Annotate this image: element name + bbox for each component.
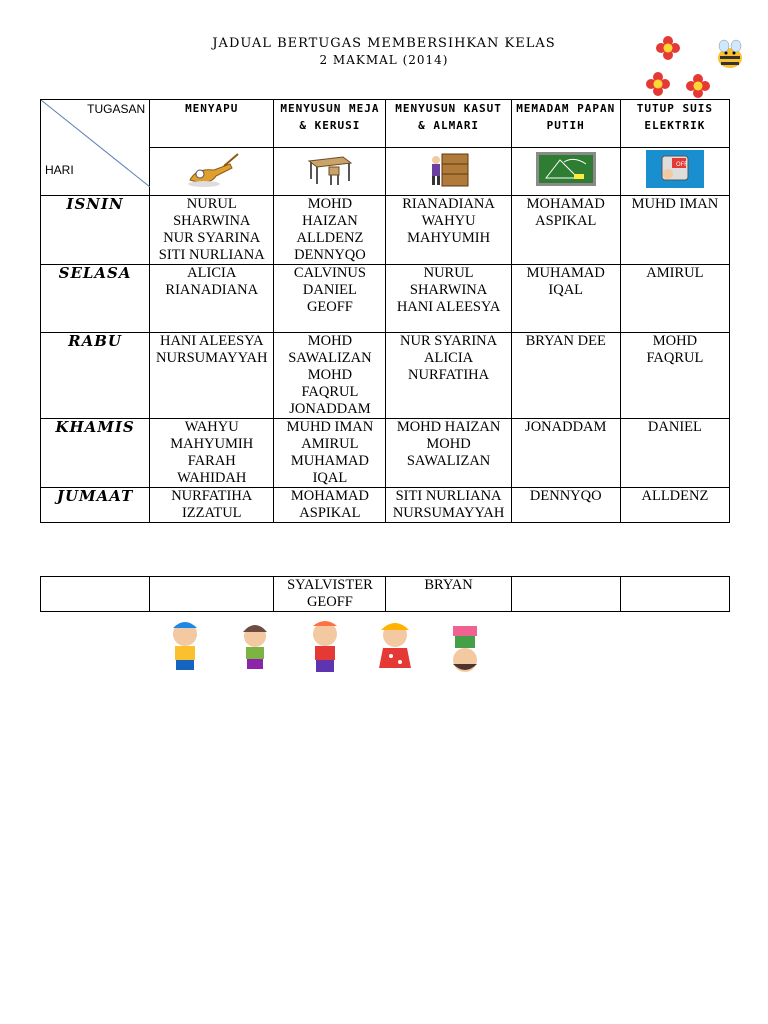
cell-tutup-suis	[620, 419, 729, 488]
cell-tutup-suis	[620, 488, 729, 523]
duty-roster-table	[40, 99, 730, 523]
student-name: RIANADIANA	[165, 282, 259, 298]
desk-chair-icon	[305, 151, 355, 187]
cell-tutup-suis	[620, 196, 729, 265]
student-name: MOHAMAD	[290, 488, 369, 504]
cell-tutup-suis	[620, 333, 729, 419]
student-name: ALLDENZ	[296, 230, 364, 246]
switch-off-icon-cell	[620, 148, 729, 196]
cell-memadam-papan	[511, 196, 620, 265]
student-name: NURSUMAYYAH	[156, 350, 268, 366]
broom-icon	[184, 150, 240, 188]
children-clipart-icon	[155, 620, 500, 680]
student-name: ALLDENZ	[641, 488, 709, 504]
header-tutup-suis: TUTUP SUIS ELEKTRIK	[620, 100, 729, 148]
title-line-1: JADUAL BERTUGAS MEMBERSIHKAN KELAS	[212, 36, 556, 51]
student-name: FAQRUL	[301, 384, 359, 400]
student-name: HANI ALEESYA	[396, 299, 501, 315]
table-row	[41, 488, 730, 523]
student-name: NURUL	[186, 196, 237, 212]
student-name: MOHD HAIZAN	[396, 419, 501, 435]
student-name: FAQRUL	[646, 350, 704, 366]
student-name: BRYAN	[424, 577, 473, 593]
svg-text:OFF: OFF	[675, 161, 688, 168]
cell-tutup-suis	[620, 265, 729, 333]
student-name: MOHD	[307, 333, 353, 349]
extra-row-table	[40, 576, 730, 612]
student-name: MOHD	[426, 436, 471, 452]
extra-cell	[620, 577, 729, 612]
student-name: MOHD	[307, 367, 353, 383]
whiteboard-icon	[534, 150, 598, 188]
student-name: DANIEL	[302, 282, 357, 298]
header-menyusun-kasut: MENYUSUN KASUT & ALMARI	[386, 100, 511, 148]
student-name: NURFATIHA	[408, 367, 490, 383]
student-name: MUHAMAD	[290, 453, 369, 469]
student-name: SITI NURLIANA	[395, 488, 502, 504]
title-line-2: 2 MAKMAL (2014)	[319, 53, 449, 67]
student-name: WAHYU	[421, 213, 476, 229]
desk-chair-icon-cell	[274, 148, 386, 196]
student-name: WAHYU	[184, 419, 239, 435]
student-name: WAHIDAH	[177, 470, 247, 486]
student-name: ALICIA	[424, 350, 474, 366]
cell-menyusun-meja	[274, 419, 386, 488]
student-name: NUR SYARINA	[163, 230, 261, 246]
student-name: MAHYUMIH	[407, 230, 491, 246]
extra-cell	[41, 577, 150, 612]
student-name: SHARWINA	[173, 213, 251, 229]
extra-cell	[511, 577, 620, 612]
cell-menyusun-meja	[274, 265, 386, 333]
student-name: ASPIKAL	[535, 213, 597, 229]
student-name: JONADDAM	[289, 401, 371, 417]
cell-memadam-papan	[511, 333, 620, 419]
student-name: SITI NURLIANA	[158, 247, 265, 263]
cell-menyapu	[150, 333, 274, 419]
shoe-cabinet-icon	[428, 150, 470, 188]
cell-menyusun-kasut	[386, 333, 511, 419]
student-name: IQAL	[312, 470, 348, 486]
cell-menyapu	[150, 265, 274, 333]
extra-cell	[274, 577, 386, 612]
day-label: SELASA	[41, 265, 150, 333]
student-name: SHARWINA	[409, 282, 488, 298]
table-row	[41, 419, 730, 488]
cell-menyapu	[150, 488, 274, 523]
extra-cell	[150, 577, 274, 612]
cell-menyapu	[150, 196, 274, 265]
student-name: MOHAMAD	[526, 196, 605, 212]
cell-menyusun-kasut	[386, 488, 511, 523]
student-name: DENNYQO	[294, 247, 366, 263]
student-name: DANIEL	[647, 419, 702, 435]
cell-memadam-papan	[511, 488, 620, 523]
day-label: ISNIN	[41, 196, 150, 265]
student-name: GEOFF	[306, 299, 353, 315]
cell-menyusun-kasut	[386, 196, 511, 265]
corner-cell	[41, 100, 150, 196]
cell-menyusun-kasut	[386, 419, 511, 488]
student-name: JONADDAM	[525, 419, 607, 435]
student-name: MUHAMAD	[526, 265, 605, 281]
header-memadam-papan: MEMADAM PAPAN PUTIH	[511, 100, 620, 148]
header-menyusun-meja: MENYUSUN MEJA & KERUSI	[274, 100, 386, 148]
table-row	[41, 265, 730, 333]
cell-menyusun-meja	[274, 196, 386, 265]
student-name: MUHD IMAN	[286, 419, 374, 435]
student-name: NURUL	[423, 265, 474, 281]
day-label: KHAMIS	[41, 419, 150, 488]
day-label: JUMAAT	[41, 488, 150, 523]
student-name: NURSUMAYYAH	[392, 505, 505, 521]
cell-memadam-papan	[511, 419, 620, 488]
day-label: RABU	[41, 333, 150, 419]
student-name: CALVINUS	[293, 265, 366, 281]
corner-tugasan-label: TUGASAN	[87, 102, 146, 116]
header-menyapu: MENYAPU	[150, 100, 274, 148]
flowers-bee-icon	[640, 34, 750, 104]
student-name: GEOFF	[306, 594, 353, 610]
switch-off-icon	[646, 150, 704, 188]
student-name: NUR SYARINA	[400, 333, 498, 349]
extra-row	[41, 577, 730, 612]
cell-menyusun-kasut	[386, 265, 511, 333]
student-name: HANI ALEESYA	[159, 333, 264, 349]
cell-menyusun-meja	[274, 488, 386, 523]
student-name: MOHD	[652, 333, 698, 349]
student-name: SAWALIZAN	[406, 453, 491, 469]
student-name: AMIRUL	[301, 436, 359, 452]
table-row	[41, 196, 730, 265]
table-row	[41, 333, 730, 419]
student-name: SYALVISTER	[287, 577, 373, 593]
student-name: SAWALIZAN	[288, 350, 372, 366]
student-name: ASPIKAL	[299, 505, 361, 521]
student-name: HAIZAN	[302, 213, 358, 229]
broom-icon-cell	[150, 148, 274, 196]
student-name: NURFATIHA	[171, 488, 253, 504]
cell-memadam-papan	[511, 265, 620, 333]
student-name: RIANADIANA	[402, 196, 495, 212]
extra-cell	[386, 577, 511, 612]
corner-hari-label: HARI	[45, 163, 74, 177]
student-name: MAHYUMIH	[170, 436, 254, 452]
header-row	[41, 100, 730, 148]
student-name: MOHD	[307, 196, 353, 212]
cell-menyapu	[150, 419, 274, 488]
student-name: BRYAN DEE	[525, 333, 606, 349]
student-name: ALICIA	[187, 265, 237, 281]
cell-menyusun-meja	[274, 333, 386, 419]
student-name: IZZATUL	[181, 505, 242, 521]
student-name: FARAH	[187, 453, 236, 469]
student-name: AMIRUL	[646, 265, 704, 281]
student-name: IQAL	[548, 282, 584, 298]
student-name: DENNYQO	[529, 488, 602, 504]
shoe-cabinet-icon-cell	[386, 148, 511, 196]
student-name: MUHD IMAN	[631, 196, 719, 212]
whiteboard-icon-cell	[511, 148, 620, 196]
